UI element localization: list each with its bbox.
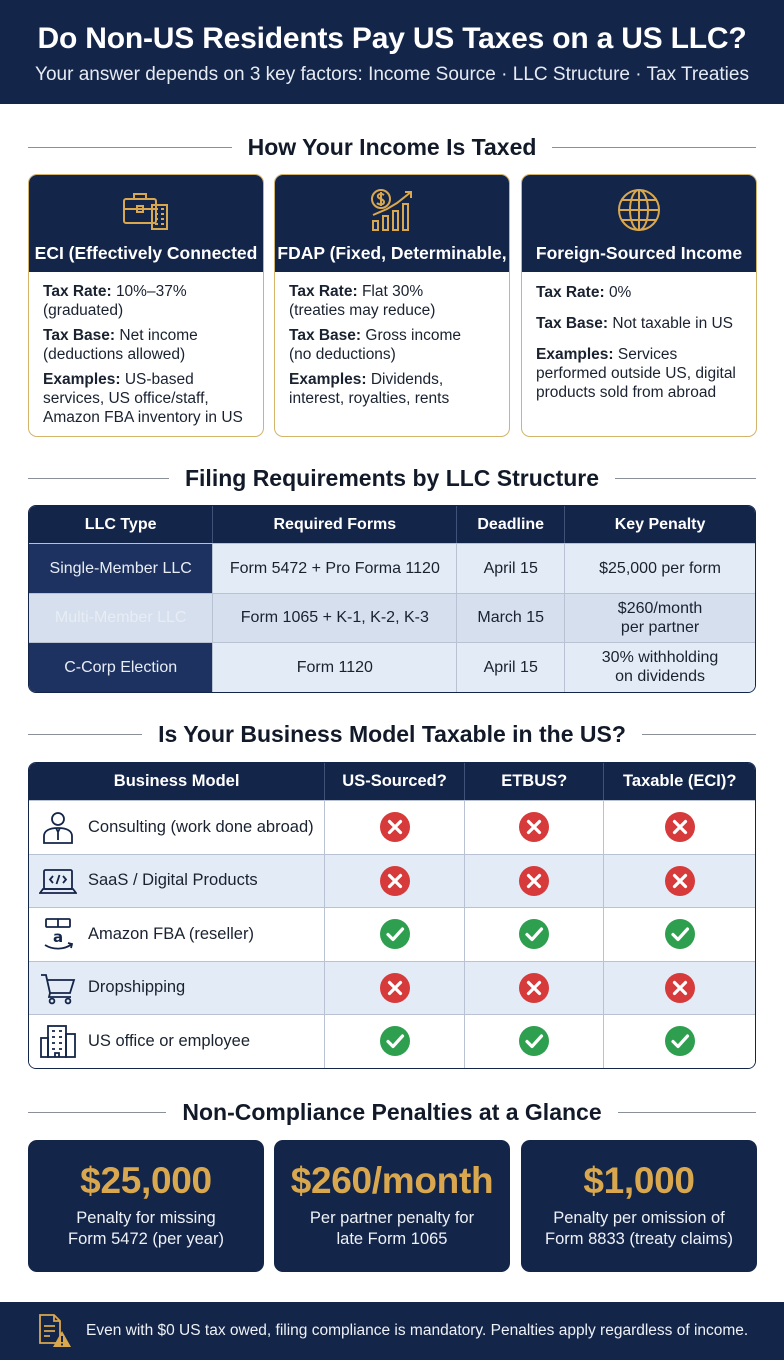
business-model-label: Amazon FBA (reseller) [88,924,254,943]
tax-base-note: (deductions allowed) [43,346,186,363]
tax-rate-note: (treaties may reduce) [289,302,436,319]
footer-banner [0,1302,784,1360]
penalty-description: Per partner penalty for [309,1209,475,1227]
divider-line [28,147,232,148]
examples-label: Examples: [43,371,121,388]
header-banner [0,0,784,104]
tax-rate-label: Tax Rate: [43,283,112,300]
section-title: Is Your Business Model Taxable in the US? [158,720,626,747]
table-row [29,543,755,593]
check-icon [518,1025,550,1057]
business-model-label: US office or employee [88,1031,251,1050]
llc-type-cell: Single-Member LLC [29,543,213,593]
deadline-cell: April 15 [457,543,565,593]
tax-rate-value: 0% [608,284,632,301]
column-header: Key Penalty [565,506,755,543]
column-header: Business Model [29,763,325,800]
income-card-eci [28,174,264,437]
penalty-cell: $25,000 per form [565,543,755,593]
section-title: Non-Compliance Penalties at a Glance [182,1098,602,1125]
tax-rate-label: Tax Rate: [289,283,358,300]
cross-icon [379,865,411,897]
footer-note: Even with $0 US tax owed, filing compliance is mandatory. Penalties apply regardless of income. [86,1322,749,1339]
card-title: ECI (Effectively Connected [34,243,258,263]
table-row [29,800,755,854]
page-title: Do Non-US Residents Pay US Taxes on a US LLC? [37,22,747,55]
cross-icon [379,972,411,1004]
column-header: US-Sourced? [325,763,465,800]
globe-icon [614,187,664,233]
business-model-label: SaaS / Digital Products [88,871,258,890]
tax-base-label: Tax Base: [289,327,362,344]
section-heading-filing [28,463,756,493]
table-row [29,1014,755,1068]
cross-icon [518,811,550,843]
divider-line [28,478,169,479]
table-row [29,961,755,1015]
divider-line [615,478,756,479]
card-title: FDAP (Fixed, Determinable, [277,243,507,263]
divider-line [618,1112,756,1113]
examples-label: Examples: [289,371,367,388]
laptop-code-icon [39,864,77,898]
examples-value: Dividends, interest, royalties, rents [289,371,450,407]
income-card-foreign [521,174,757,437]
divider-line [28,1112,166,1113]
table-header-row [29,763,755,800]
cross-icon [518,972,550,1004]
tax-base-label: Tax Base: [43,327,116,344]
column-header: Required Forms [213,506,457,543]
tax-base-value: Net income [119,327,198,344]
forms-cell: Form 1065 + K-1, K-2, K-3 [213,593,457,643]
section-title: How Your Income Is Taxed [247,133,537,160]
check-icon [664,1025,696,1057]
tax-rate-note: (graduated) [43,302,124,319]
penalty-amount: $25,000 [80,1160,212,1201]
divider-line [642,734,756,735]
examples-label: Examples: [536,346,614,363]
table-row [29,907,755,961]
llc-type-cell: C-Corp Election [29,642,213,692]
penalty-card [274,1140,510,1272]
penalty-description: Form 8833 (treaty claims) [545,1230,733,1248]
filing-requirements-table [28,505,756,693]
cross-icon [664,865,696,897]
penalty-cell: $260/month per partner [565,593,755,643]
card-header [522,175,756,272]
section-title: Filing Requirements by LLC Structure [184,464,600,491]
amazon-box-icon [39,917,77,951]
table-row [29,593,755,643]
cross-icon [518,865,550,897]
tax-rate-value: 10%–37% [115,283,187,300]
tax-rate-value: Flat 30% [361,283,424,300]
penalty-description: Form 5472 (per year) [68,1230,224,1248]
tax-base-label: Tax Base: [536,315,609,332]
column-header: Taxable (ECI)? [604,763,755,800]
column-header: ETBUS? [465,763,605,800]
check-icon [379,918,411,950]
penalty-description: late Form 1065 [336,1230,448,1248]
llc-type-cell: Multi-Member LLC [29,593,213,643]
card-title: Foreign-Sourced Income [535,243,743,263]
penalty-description: Penalty for missing [76,1209,216,1227]
deadline-cell: April 15 [457,642,565,692]
column-header: LLC Type [29,506,213,543]
business-model-label: Dropshipping [88,978,186,997]
divider-line [552,147,756,148]
penalty-card [521,1140,757,1272]
penalty-amount: $260/month [290,1160,494,1201]
income-card-fdap [274,174,510,437]
shopping-cart-icon [39,971,77,1005]
business-model-table [28,762,756,1069]
briefcase-building-icon [121,187,171,233]
svg-text:a: a [52,928,64,947]
check-icon [518,918,550,950]
document-warning-icon [36,1313,72,1349]
cross-icon [664,811,696,843]
penalty-cell: 30% withholding on dividends [565,642,755,692]
section-heading-business [28,719,756,749]
penalty-description: Penalty per omission of [553,1209,725,1227]
card-header [275,175,509,272]
penalty-amount: $1,000 [583,1160,695,1201]
deadline-cell: March 15 [457,593,565,643]
divider-line [28,734,142,735]
tax-rate-label: Tax Rate: [536,284,605,301]
table-row [29,854,755,908]
table-row [29,642,755,692]
tax-base-value: Gross income [365,327,462,344]
card-header [29,175,263,272]
page-subtitle: Your answer depends on 3 key factors: Income Source · LLC Structure · Tax Treaties [35,64,749,85]
forms-cell: Form 5472 + Pro Forma 1120 [213,543,457,593]
tax-base-value: Not taxable in US [612,315,734,332]
examples-value: Services performed outside US, digital products sold from abroad [536,346,736,401]
cross-icon [664,972,696,1004]
examples-value: US-based services, US office/staff, Amazon FBA inventory in US [43,371,243,426]
section-heading-income [28,132,756,162]
check-icon [664,918,696,950]
table-header-row [29,506,755,543]
office-building-icon [39,1024,77,1058]
section-heading-penalties [28,1097,756,1127]
forms-cell: Form 1120 [213,642,457,692]
penalty-card [28,1140,264,1272]
check-icon [379,1025,411,1057]
column-header: Deadline [457,506,565,543]
dollar-growth-chart-icon [367,187,417,233]
business-model-label: Consulting (work done abroad) [88,817,314,836]
tax-base-note: (no deductions) [289,346,396,363]
consultant-person-icon [39,810,77,844]
cross-icon [379,811,411,843]
